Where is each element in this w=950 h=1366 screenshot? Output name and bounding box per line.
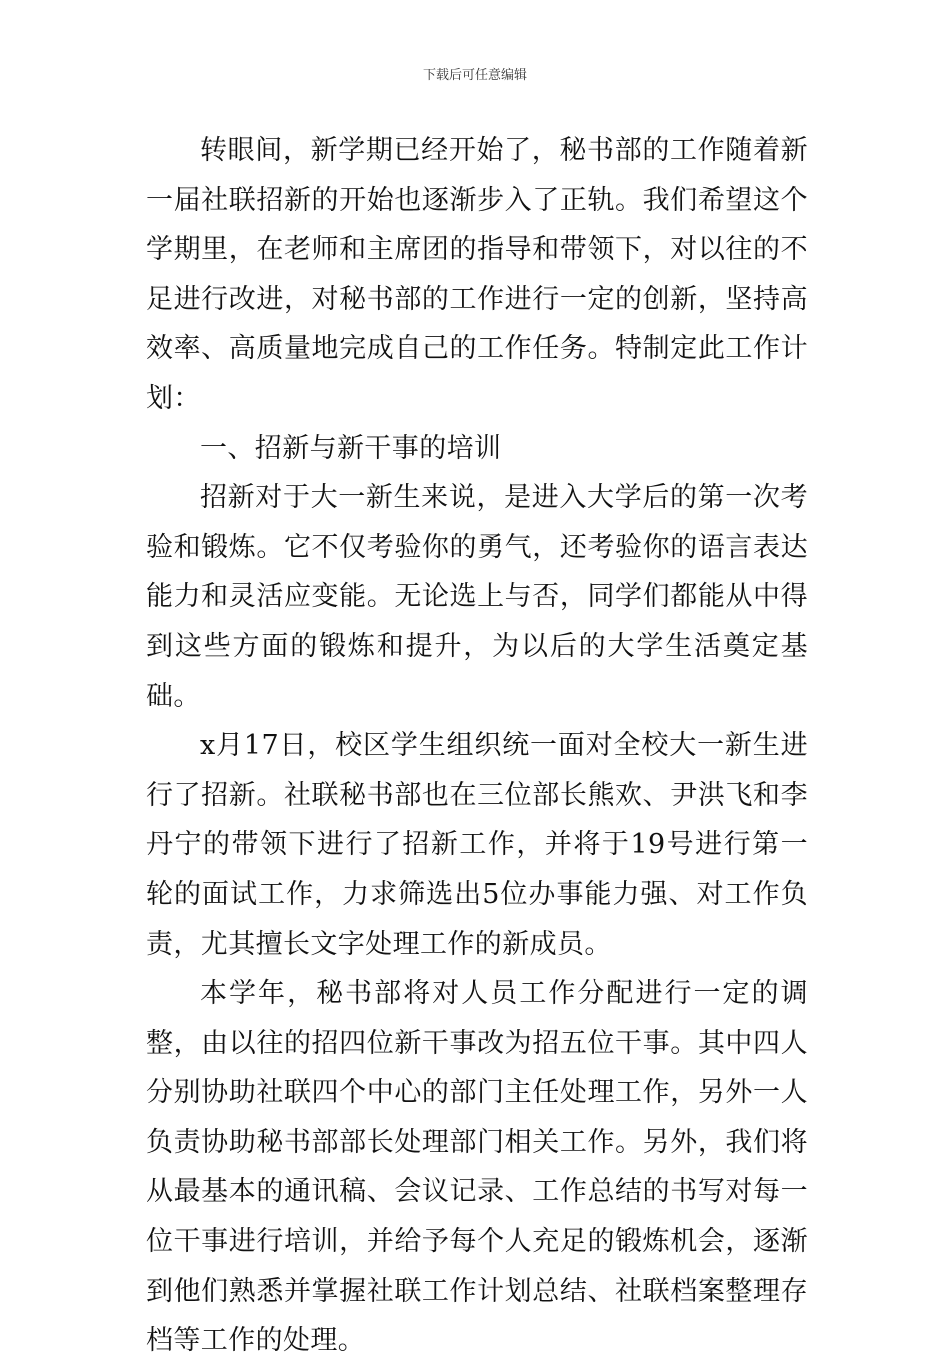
intro-paragraph: 转眼间，新学期已经开始了，秘书部的工作随着新一届社联招新的开始也逐渐步入了正轨。我们希望这个学期里，在老师和主席团的指导和带领下，对以往的不足进行改进，对秘书部的工作进行一定的创新，坚持高效率、高质量地完成自己的工作任务。特制定此工作计划： xyxy=(146,135,808,414)
document-body xyxy=(146,126,808,1366)
header-note: 下载后可任意编辑 xyxy=(422,68,527,83)
recruitment-paragraph: 招新对于大一新生来说，是进入大学后的第一次考验和锻炼。它不仅考验你的勇气，还考验你的语言表达能力和灵活应变能。无论选上与否，同学们都能从中得到这些方面的锻炼和提升，为以后的大学生活奠定基础。 xyxy=(146,482,808,712)
recruitment-date-paragraph: x月17日，校区学生组织统一面对全校大一新生进行了招新。社联秘书部也在三位部长熊欢、尹洪飞和李丹宁的带领下进行了招新工作，并将于19号进行第一轮的面试工作，力求筛选出5位办事能力强、对工作负责，尤其擅长文字处理工作的新成员。 xyxy=(146,730,808,960)
section-heading-recruitment-training: 一、招新与新干事的培训 xyxy=(200,432,502,464)
staffing-adjustment-paragraph: 本学年，秘书部将对人员工作分配进行一定的调整，由以往的招四位新干事改为招五位干事。其中四人分别协助社联四个中心的部门主任处理工作，另外一人负责协助秘书部部长处理部门相关工作。另外，我们将从最基本的通讯稿、会议记录、工作总结的书写对每一位干事进行培训，并给予每个人充足的锻炼机会，逐渐到他们熟悉并掌握社联工作计划总结、社联档案整理存档等工作的处理。 xyxy=(146,978,808,1357)
